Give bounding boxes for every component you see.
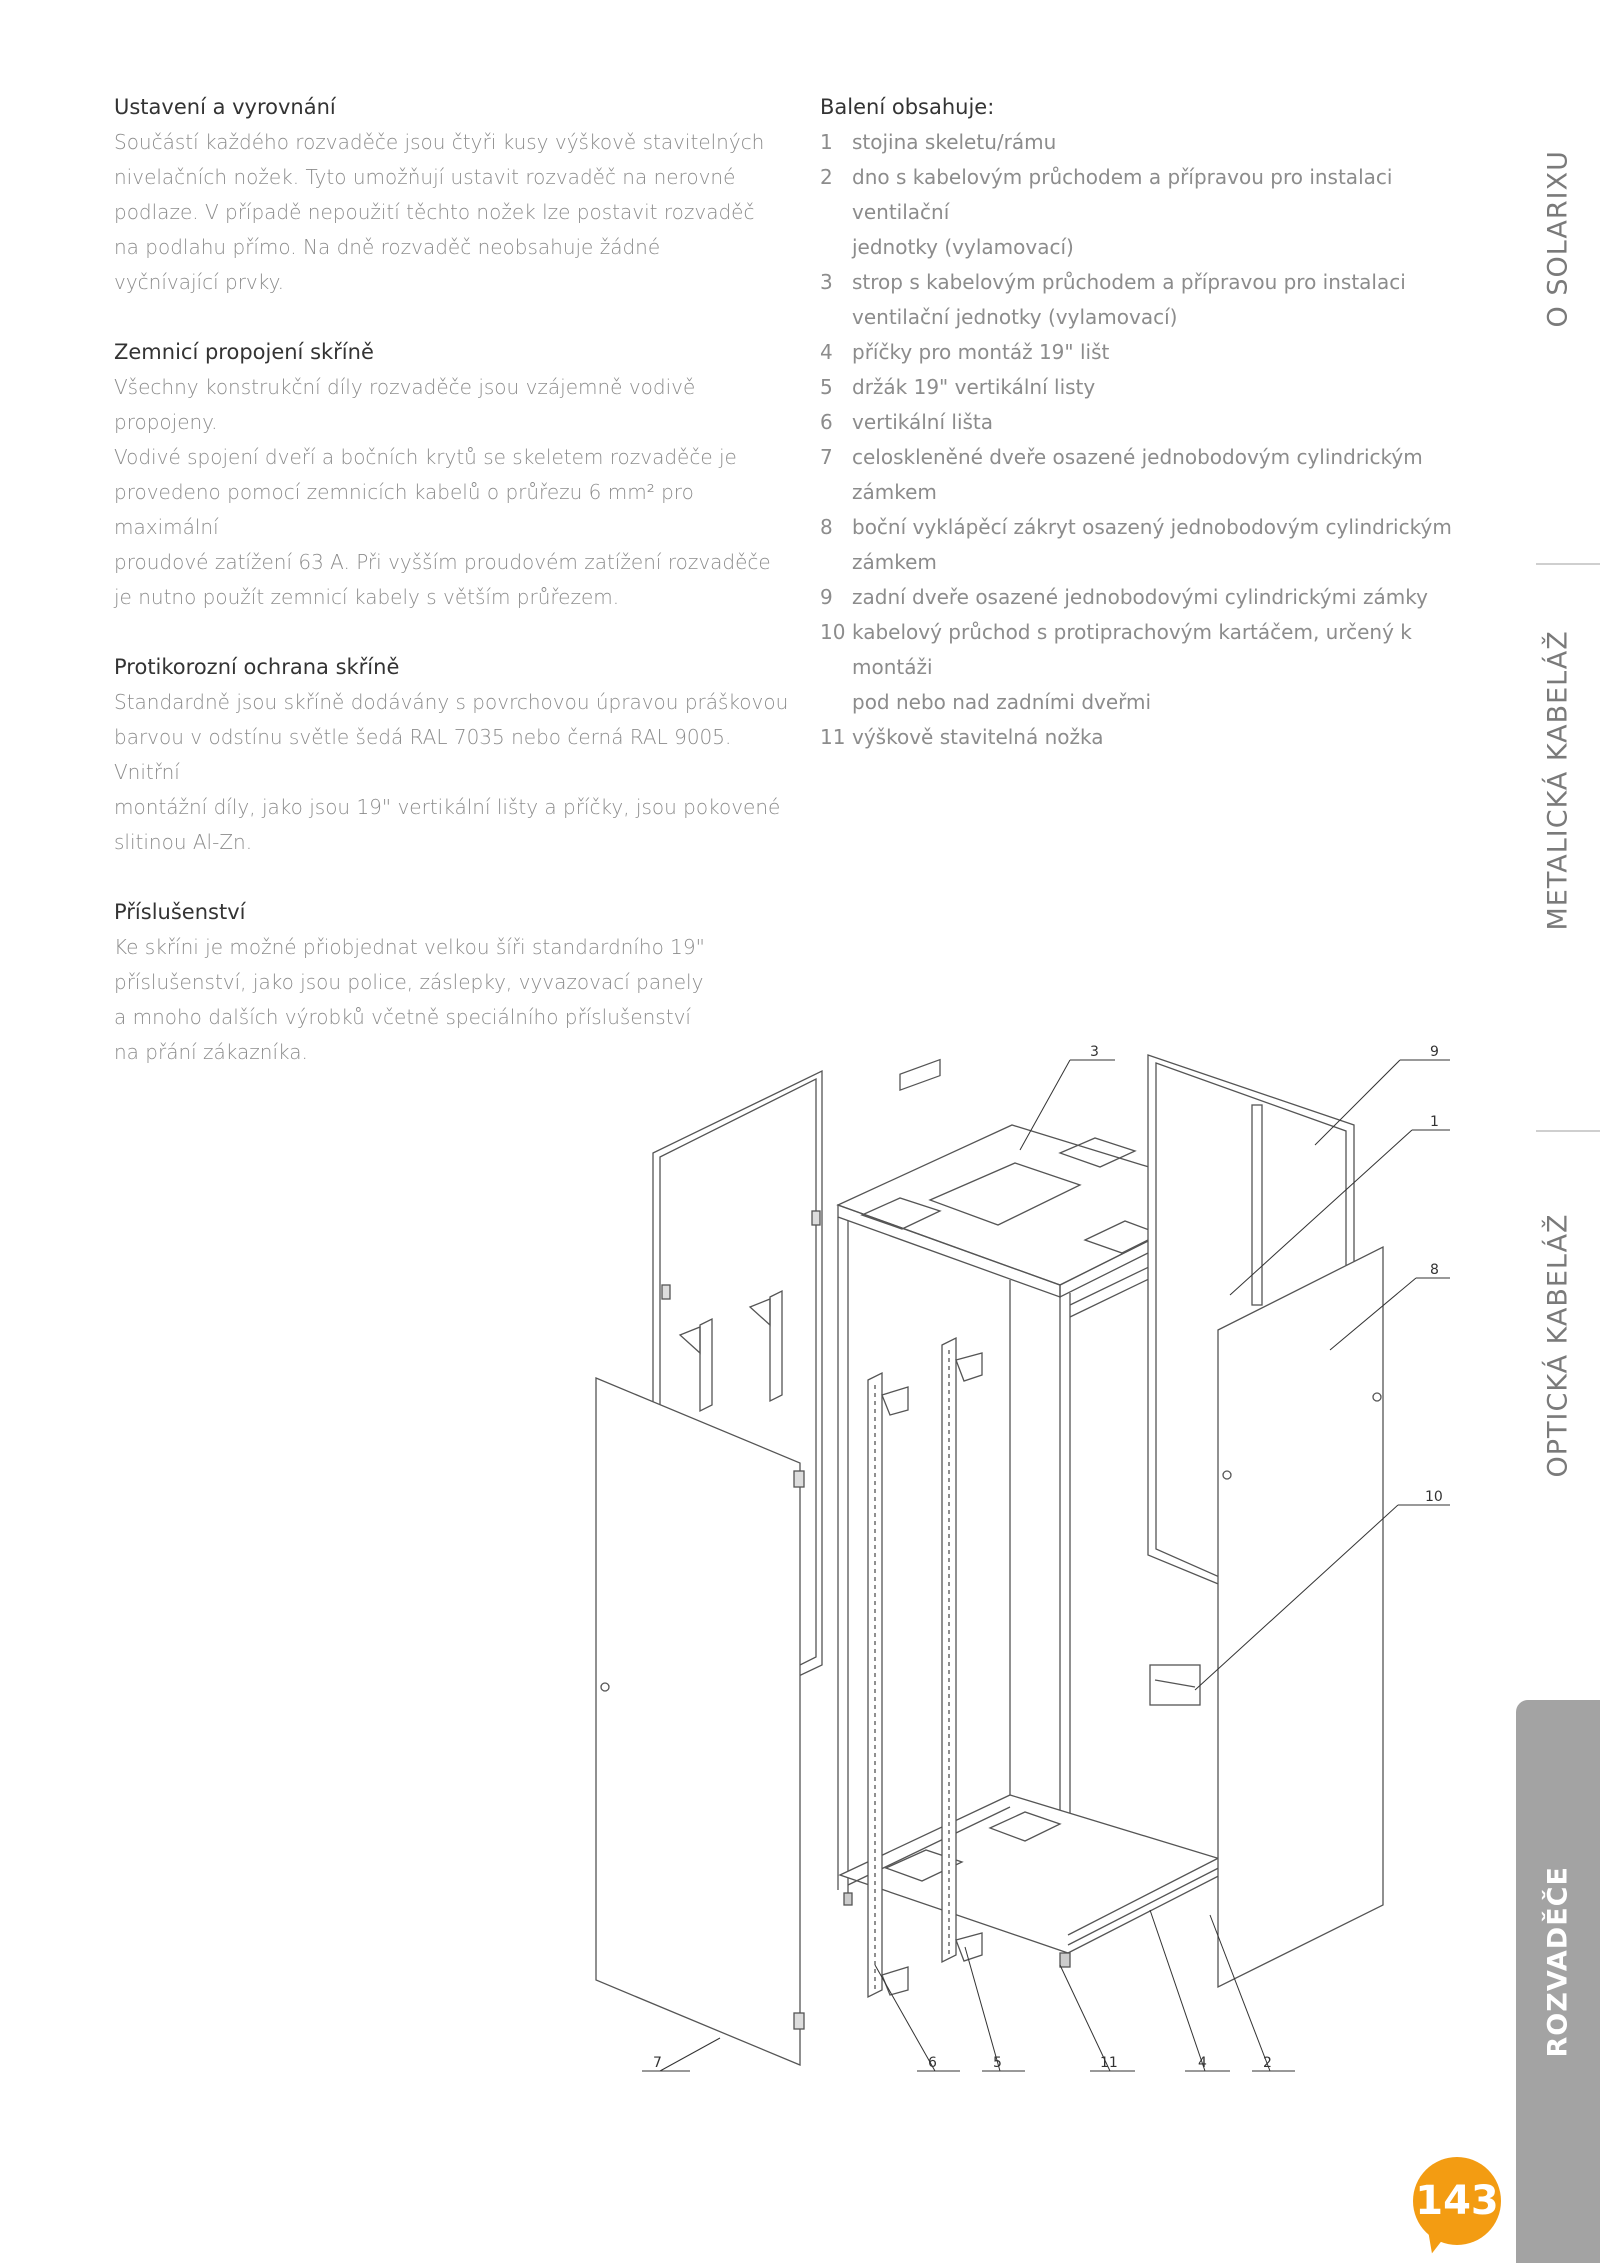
callout-4: 4 (1198, 2055, 1207, 2071)
item-text: ventilační jednotky (vylamovací) (852, 305, 1178, 329)
list-item (820, 125, 1490, 160)
item-number: 2 (820, 165, 833, 189)
section-corrosion (114, 650, 794, 860)
item-text: pod nebo nad zadními dveřmi (852, 690, 1152, 714)
list-item (820, 160, 1490, 230)
left-column (114, 90, 794, 1105)
section-line: vyčnívající prvky. (114, 270, 284, 294)
list-item-continuation (820, 230, 1490, 265)
section-sidebar (1516, 0, 1600, 2263)
callout-1: 1 (1430, 1114, 1439, 1130)
item-number: 4 (820, 340, 833, 364)
callout-5: 5 (993, 2055, 1002, 2071)
section-line: a mnoho dalších výrobků včetně speciálního příslušenství (114, 1005, 691, 1029)
item-text: příčky pro montáž 19" lišt (852, 340, 1110, 364)
callout-3: 3 (1090, 1044, 1099, 1060)
list-item-continuation (820, 475, 1490, 510)
section-line: Vodivé spojení dveří a bočních krytů se skeletem rozvaděče je (114, 445, 737, 469)
section-line: proudové zatížení 63 A. Při vyšším proudovém zatížení rozvaděče (114, 550, 771, 574)
section-line: slitinou Al-Zn. (114, 830, 253, 854)
list-item (820, 615, 1490, 685)
list-item-continuation (820, 685, 1490, 720)
section-heading: Zemnicí propojení skříně (114, 340, 374, 364)
section-line: Ke skříni je možné přiobjednat velkou šíři standardního 19" (114, 935, 705, 959)
item-number: 5 (820, 375, 833, 399)
section-leveling (114, 90, 794, 300)
item-number: 8 (820, 515, 833, 539)
section-line: montážní díly, jako jsou 19" vertikální lišty a příčky, jsou pokovené (114, 795, 781, 819)
rack-exploded-diagram (590, 1035, 1480, 2095)
list-item (820, 265, 1490, 300)
item-text: dno s kabelovým průchodem a přípravou pro instalaci ventilační (852, 165, 1393, 224)
item-text: zámkem (852, 480, 937, 504)
cabinet-floor (840, 1795, 1240, 1953)
item-text: boční vyklápěcí zákryt osazený jednobodovým cylindrickým (852, 515, 1452, 539)
list-item-continuation (820, 545, 1490, 580)
item-text: zadní dveře osazené jednobodovými cylindrickými zámky (852, 585, 1428, 609)
tab-metalicka-kabelaz[interactable]: METALICKÁ KABELÁŽ (1542, 630, 1574, 931)
section-line: Všechny konstrukční díly rozvaděče jsou vzájemně vodivě propojeny. (114, 375, 696, 434)
section-line: na podlahu přímo. Na dně rozvaděč neobsahuje žádné (114, 235, 661, 259)
page-number: 143 (1413, 2157, 1501, 2245)
item-text: stojina skeletu/rámu (852, 130, 1057, 154)
tab-rozvadece[interactable] (1543, 1974, 1574, 2058)
list-item (820, 405, 1490, 440)
item-number: 11 (820, 725, 846, 749)
item-number: 1 (820, 130, 833, 154)
item-text: držák 19" vertikální listy (852, 375, 1096, 399)
callout-7: 7 (653, 2055, 662, 2071)
list-item (820, 580, 1490, 615)
section-line: příslušenství, jako jsou police, záslepky, vyvazovací panely (114, 970, 704, 994)
item-text: vertikální lišta (852, 410, 994, 434)
section-line: nivelačních nožek. Tyto umožňují ustavit rozvaděč na nerovné (114, 165, 736, 189)
item-number: 10 (820, 620, 846, 644)
list-item (820, 440, 1490, 475)
list-item (820, 510, 1490, 545)
item-text: výškově stavitelná nožka (852, 725, 1104, 749)
item-text: zámkem (852, 550, 937, 574)
tab-o-solarixu[interactable]: O SOLARIXU (1542, 150, 1574, 328)
section-heading: Protikorozní ochrana skříně (114, 655, 400, 679)
section-line: barvou v odstínu světle šedá RAL 7035 nebo černá RAL 9005. Vnitřní (114, 725, 732, 784)
item-text: jednotky (vylamovací) (852, 235, 1074, 259)
item-text: celoskleněné dveře osazené jednobodovým cylindrickým (852, 445, 1423, 469)
section-line: Součástí každého rozvaděče jsou čtyři kusy výškově stavitelných (114, 130, 765, 154)
callout-10: 10 (1425, 1489, 1443, 1505)
list-item-continuation (820, 300, 1490, 335)
item-number: 6 (820, 410, 833, 434)
package-contents (820, 90, 1490, 755)
item-number: 3 (820, 270, 833, 294)
list-item (820, 720, 1490, 755)
callout-6: 6 (928, 2055, 937, 2071)
item-number: 7 (820, 445, 833, 469)
section-grounding (114, 335, 794, 615)
tab-opticka-kabelaz[interactable]: OPTICKÁ KABELÁŽ (1542, 1213, 1574, 1478)
list-item (820, 370, 1490, 405)
callout-8: 8 (1430, 1262, 1439, 1278)
item-text: kabelový průchod s protiprachovým kartáčem, určený k montáži (852, 620, 1412, 679)
front-door (596, 1378, 800, 2065)
section-line: Standardně jsou skříně dodávány s povrchovou úpravou práškovou (114, 690, 789, 714)
sidebar-divider (1536, 1130, 1600, 1132)
side-cover (1218, 1247, 1383, 1987)
sidebar-divider (1536, 563, 1600, 565)
callout-2: 2 (1263, 2055, 1272, 2071)
item-text: strop s kabelovým průchodem a přípravou pro instalaci (852, 270, 1406, 294)
section-line: provedeno pomocí zemnicích kabelů o průřezu 6 mm² pro maximální (114, 480, 694, 539)
item-number: 9 (820, 585, 833, 609)
section-heading: Příslušenství (114, 900, 246, 924)
section-line: na přání zákazníka. (114, 1040, 308, 1064)
list-item (820, 335, 1490, 370)
section-heading: Ustavení a vyrovnání (114, 95, 336, 119)
package-heading: Balení obsahuje: (820, 95, 995, 119)
callout-11: 11 (1100, 2055, 1118, 2071)
section-line: je nutno použít zemnicí kabely s větším průřezem. (114, 585, 620, 609)
callout-9: 9 (1430, 1044, 1439, 1060)
package-list (820, 125, 1490, 755)
section-line: podlaze. V případě nepoužití těchto nožek lze postavit rozvaděč (114, 200, 755, 224)
